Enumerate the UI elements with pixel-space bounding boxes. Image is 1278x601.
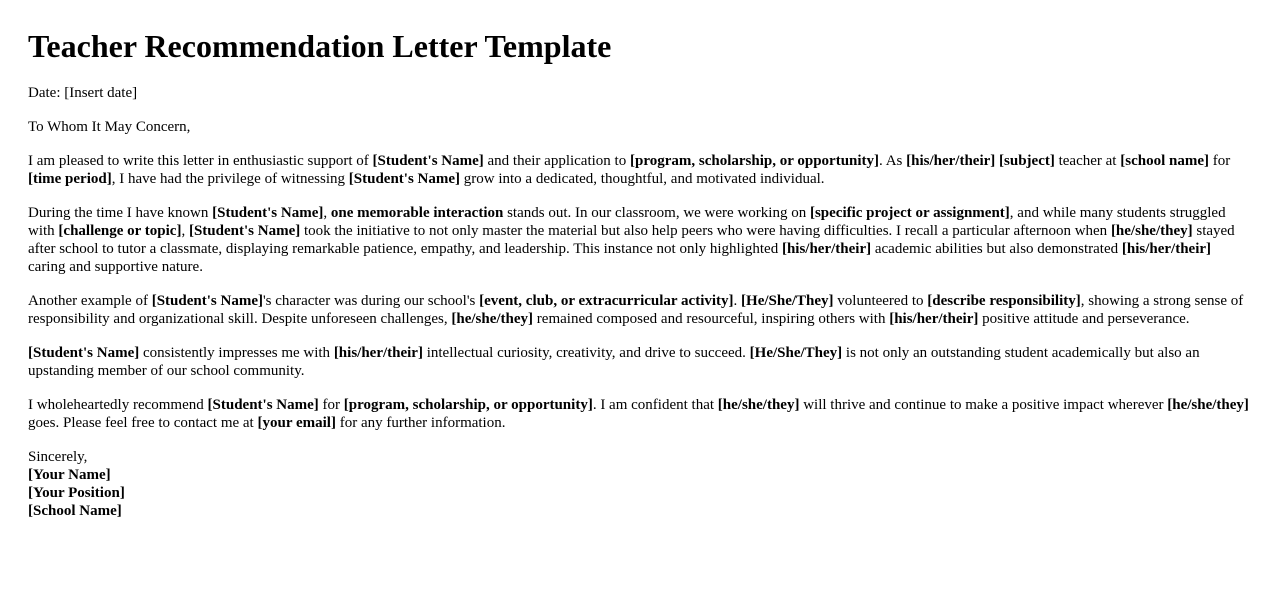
placeholder-field: [he/she/they] <box>451 311 534 327</box>
placeholder-field: one memorable interaction <box>330 205 504 221</box>
date-line: Date: [Insert date] <box>28 85 138 101</box>
placeholder-field: [school name] <box>1120 153 1209 169</box>
page-title: Teacher Recommendation Letter Template <box>28 28 612 64</box>
placeholder-field: [He/She/They] <box>741 293 834 309</box>
placeholder-field: [he/she/they] <box>717 397 800 413</box>
signature-block <box>28 448 1250 520</box>
placeholder-field: [his/her/their] <box>906 153 996 169</box>
placeholder-field: [He/She/They] <box>749 345 843 361</box>
placeholder-field: [describe responsibility] <box>927 293 1081 309</box>
body-paragraph-4: [Student's Name] consistently impresses me with [his/her/their] intellectual curiosity, creativity, and drive to succeed. [He/She/They] is not only an outstanding student academically but also an upstanding member of our school community. <box>28 345 1200 379</box>
signature-position: [Your Position] <box>28 485 125 501</box>
placeholder-field: [subject] <box>999 153 1055 169</box>
placeholder-field: [challenge or topic] <box>58 223 182 239</box>
placeholder-field: [your email] <box>257 415 336 431</box>
signature-name: [Your Name] <box>28 467 111 483</box>
placeholder-field: [event, club, or extracurricular activity] <box>479 293 734 309</box>
placeholder-field: [his/her/their] <box>889 311 979 327</box>
placeholder-field: [Student's Name] <box>207 397 319 413</box>
letter-body <box>28 152 1250 432</box>
placeholder-field: [Student's Name] <box>372 153 484 169</box>
salutation: To Whom It May Concern, <box>28 119 191 135</box>
placeholder-field: [program, scholarship, or opportunity] <box>629 153 880 169</box>
signature-school: [School Name] <box>28 503 122 519</box>
placeholder-field: [Student's Name] <box>212 205 324 221</box>
placeholder-field: [he/she/they] <box>1167 397 1249 413</box>
placeholder-field: [Student's Name] <box>151 293 263 309</box>
placeholder-field: [Student's Name] <box>348 171 461 187</box>
placeholder-field: [he/she/they] <box>1110 223 1193 239</box>
body-paragraph-3: Another example of [Student's Name]'s character was during our school's [event, club, or extracurricular activity]. [He/She/They] volunteered to [describe responsibility], showing a strong sense of responsibility and organizational skill. Despite unforeseen challenges, [he/she/they] remained composed and resourceful, inspiring others with [his/her/their] positive attitude and perseverance. <box>28 293 1244 327</box>
body-paragraph-2: During the time I have known [Student's Name], one memorable interaction stands out. In our classroom, we were working on [specific project or assignment], and while many students struggled with [challenge or topic], [Student's Name] took the initiative to not only master the material but also help peers who were having difficulties. I recall a particular afternoon when [he/she/they] stayed after school to tutor a classmate, displaying remarkable patience, empathy, and leadership. This instance not only highlighted [his/her/their] academic abilities but also demonstrated [his/her/their] caring and supportive nature. <box>28 205 1235 275</box>
placeholder-field: [time period] <box>28 171 112 187</box>
body-paragraph-5: I wholeheartedly recommend [Student's Name] for [program, scholarship, or opportunity]. I am confident that [he/she/they] will thrive and continue to make a positive impact wherever [he/she/they] goes. Please feel free to contact me at [your email] for any further information. <box>28 397 1249 431</box>
placeholder-field: [specific project or assignment] <box>809 205 1010 221</box>
closing: Sincerely, <box>28 449 88 465</box>
body-paragraph-1: I am pleased to write this letter in enthusiastic support of [Student's Name] and their application to [program, scholarship, or opportunity]. As [his/her/their] [subject] teacher at [school name] for [time period], I have had the privilege of witnessing [Student's Name] grow into a dedicated, thoughtful, and motivated individual. <box>28 153 1231 187</box>
placeholder-field: [his/her/their] <box>1121 241 1212 257</box>
placeholder-field: [program, scholarship, or opportunity] <box>343 397 593 413</box>
placeholder-field: [Student's Name] <box>28 345 140 361</box>
placeholder-field: [his/her/their] <box>781 241 872 257</box>
placeholder-field: [Student's Name] <box>188 223 301 239</box>
placeholder-field: [his/her/their] <box>333 345 423 361</box>
